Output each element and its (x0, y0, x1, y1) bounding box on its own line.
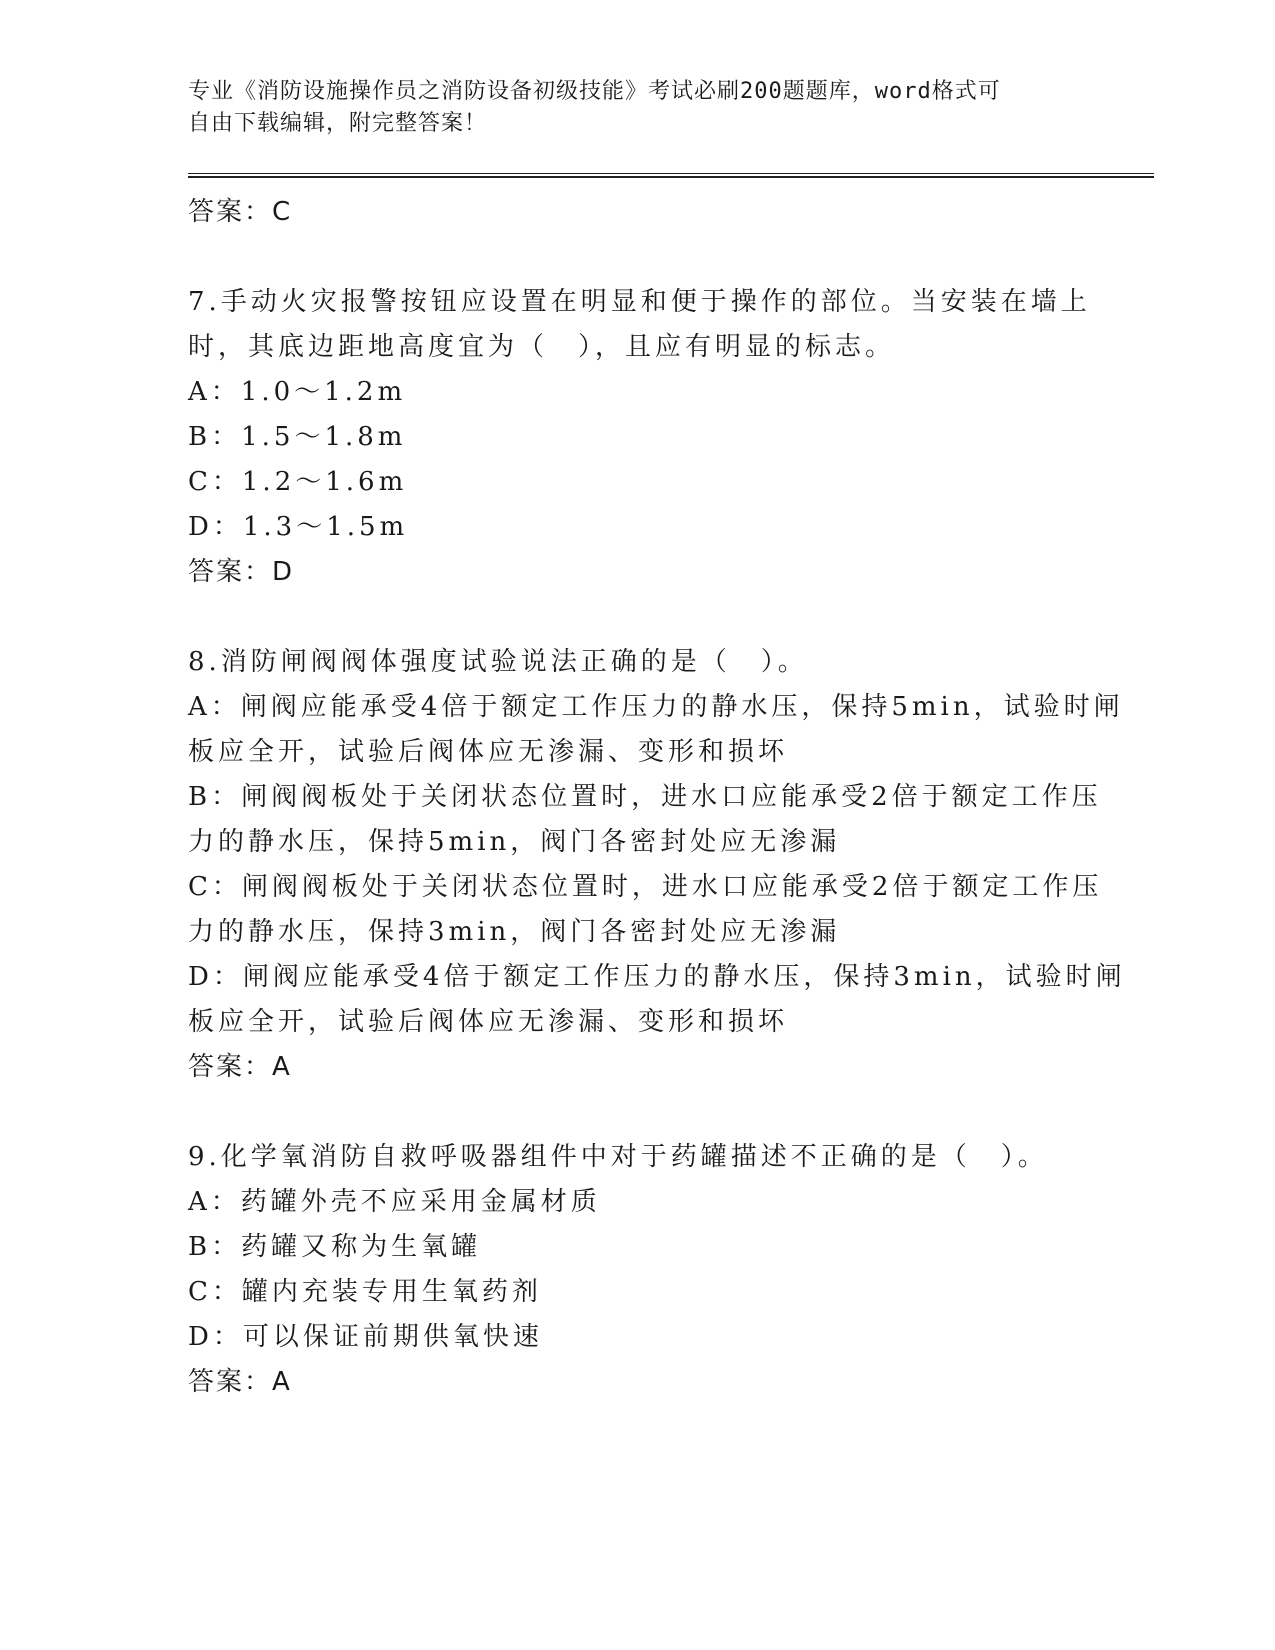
question-9-option-a: A：药罐外壳不应采用金属材质 (188, 1187, 601, 1217)
header-rule-thick (188, 176, 1154, 178)
spacer (188, 1089, 1088, 1135)
question-9-option-b: B：药罐又称为生氧罐 (188, 1232, 482, 1262)
question-9 (188, 1135, 1088, 1404)
header-rule-thin (188, 173, 1154, 174)
question-8-option-c-line-2: 力的静水压，保持3min，阀门各密封处应无渗漏 (188, 917, 841, 947)
question-7-option-b: B：1.5～1.8m (188, 422, 407, 452)
question-8-option-d-line-1: D：闸阀应能承受4倍于额定工作压力的静水压，保持3min，试验时闸 (188, 962, 1126, 992)
question-7-answer: 答案：D (188, 557, 295, 587)
question-9-option-d: D：可以保证前期供氧快速 (188, 1322, 543, 1352)
spacer (188, 234, 1088, 280)
question-8-option-c-line-1: C：闸阀阀板处于关闭状态位置时，进水口应能承受2倍于额定工作压 (188, 872, 1103, 902)
question-7-option-d: D：1.3～1.5m (188, 512, 409, 542)
question-8-option-a-line-1: A：闸阀应能承受4倍于额定工作压力的静水压，保持5min，试验时闸 (188, 692, 1124, 722)
question-7-option-c: C：1.2～1.6m (188, 467, 408, 497)
question-9-answer: 答案：A (188, 1367, 292, 1397)
question-8-option-d-line-2: 板应全开，试验后阀体应无渗漏、变形和损坏 (188, 1007, 789, 1037)
question-9-stem-line-1: 9.化学氧消防自救呼吸器组件中对于药罐描述不正确的是（ ）。 (188, 1142, 1048, 1172)
question-8-option-b-line-1: B：闸阀阀板处于关闭状态位置时，进水口应能承受2倍于额定工作压 (188, 782, 1102, 812)
question-7 (188, 280, 1091, 594)
question-7-option-a: A：1.0～1.2m (188, 377, 407, 407)
question-7-stem-line-2: 时，其底边距地高度宜为（ ），且应有明显的标志。 (188, 332, 896, 362)
question-8-answer: 答案：A (188, 1052, 292, 1082)
question-7-stem-line-1: 7.手动火灾报警按钮应设置在明显和便于操作的部位。当安装在墙上 (188, 287, 1091, 317)
question-9-option-c: C：罐内充装专用生氧药剂 (188, 1277, 542, 1307)
question-8 (188, 640, 1126, 1089)
header-line-2: 自由下载编辑，附完整答案！ (188, 111, 488, 136)
spacer (188, 594, 1088, 640)
question-8-stem-line-1: 8.消防闸阀阀体强度试验说法正确的是（ ）。 (188, 647, 808, 677)
question-8-option-a-line-2: 板应全开，试验后阀体应无渗漏、变形和损坏 (188, 737, 789, 767)
previous-answer: 答案：C (188, 197, 293, 227)
question-content (188, 190, 1126, 1404)
question-8-option-b-line-2: 力的静水压，保持5min，阀门各密封处应无渗漏 (188, 827, 841, 857)
document-header (188, 76, 1068, 140)
header-line-1: 专业《消防设施操作员之消防设备初级技能》考试必刷200题题库，word格式可 (188, 79, 1001, 104)
